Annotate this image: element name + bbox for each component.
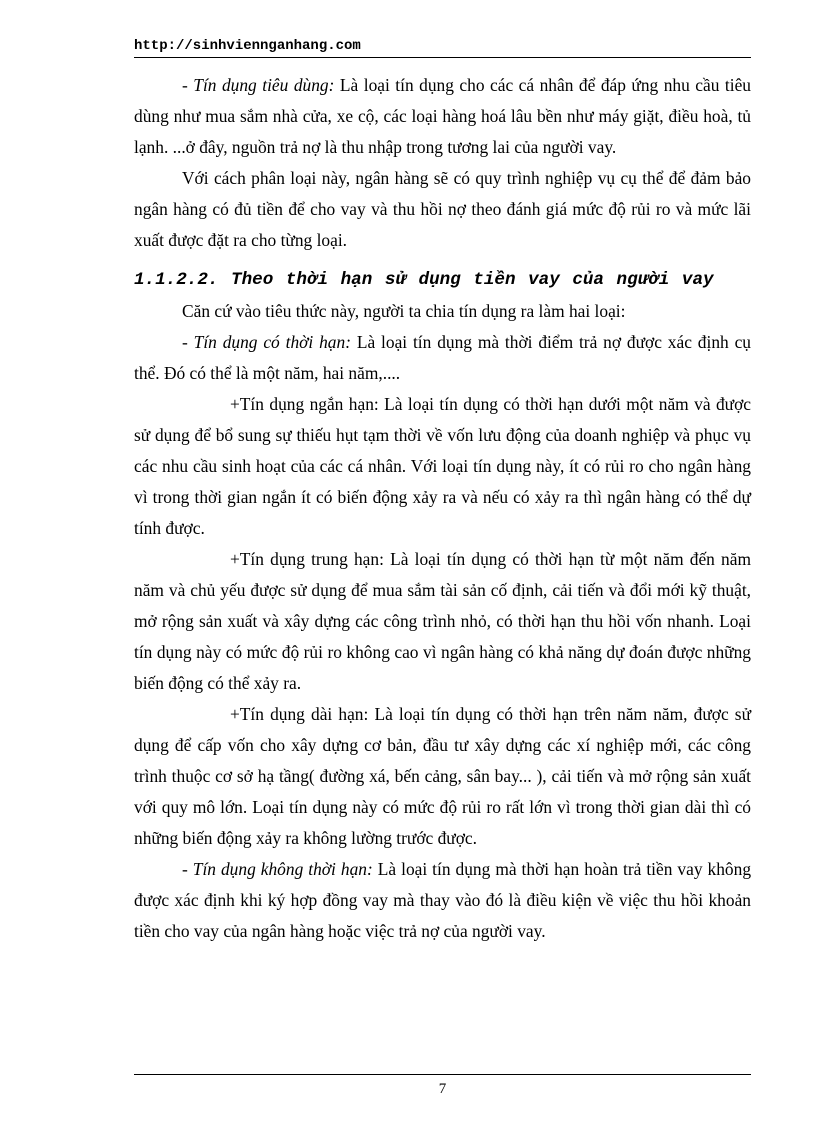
paragraph-text: Là loại tín dụng mà thời hạn hoàn trả tiền vay không được xác định khi ký hợp đồng vay mà thay vào đó là điều kiện về việc thu hồi khoản tiền cho vay của ngân hàng hoặc việc trả nợ của người vay. [134,859,752,941]
paragraph-classification-note: Với cách phân loại này, ngân hàng sẽ có quy trình nghiệp vụ cụ thể để đảm bảo ngân hàng có đủ tiền để cho vay và thu hồi nợ theo đánh giá mức độ rủi ro và mức lãi xuất được đặt ra cho từng loại. [134,168,751,250]
term-open-ended-credit: - Tín dụng không thời hạn: [182,859,373,879]
paragraph-medium-term: +Tín dụng trung hạn: Là loại tín dụng có thời hạn từ một năm đến năm năm và chủ yếu được sử dụng để mua sắm tài sản cố định, cải tiến và đổi mới kỹ thuật, mở rộng sản xuất và xây dựng các công trình nhỏ, có thời hạn thu hồi vốn nhanh. Loại tín dụng này có mức độ rủi ro không cao vì ngân hàng có khả năng dự đoán được những biến động có thể xảy ra. [134,549,751,693]
document-body [134,70,751,947]
page-number: 7 [438,1081,447,1097]
term-term-credit: - Tín dụng có thời hạn: [182,332,351,352]
paragraph-text: Là loại tín dụng cho các cá nhân để đáp ứng nhu cầu tiêu dùng như mua sắm nhà cửa, xe cộ, các loại hàng hoá lâu bền như máy giặt, điều hoà, tủ lạnh. ...ở đây, nguồn trả nợ là thu nhập trong tương lai của người vay. [134,75,752,157]
paragraph-consumer-credit [134,70,751,163]
paragraph-long-term: +Tín dụng dài hạn: Là loại tín dụng có thời hạn trên năm năm, được sử dụng để cấp vốn cho xây dựng cơ bản, đầu tư xây dựng các xí nghiệp mới, các công trình thuộc cơ sở hạ tầng( đường xá, bến cảng, sân bay... ), cải tiến và mở rộng sản xuất với quy mô lớn. Loại tín dụng này có mức độ rủi ro rất lớn vì trong thời gian dài thì có những biến động xảy ra không lường trước được. [134,704,751,848]
header-url: http://sinhviennganhang.com [134,38,361,54]
paragraph-short-term: +Tín dụng ngắn hạn: Là loại tín dụng có thời hạn dưới một năm và được sử dụng để bổ sung sự thiếu hụt tạm thời về vốn lưu động của doanh nghiệp và phục vụ các nhu cầu sinh hoạt của các cá nhân. Với loại tín dụng này, ít có rủi ro cho ngân hàng vì trong thời gian ngắn ít có biến động xảy ra và nếu có xảy ra thì ngân hàng có thể dự tính được. [134,394,751,538]
paragraph-open-ended [134,854,751,947]
paragraph-text: Là loại tín dụng mà thời điểm trả nợ được xác định cụ thể. Đó có thể là một năm, hai năm,.... [134,332,751,383]
paragraph-term-credit [134,327,751,389]
paragraph-intro: Căn cứ vào tiêu thức này, người ta chia tín dụng ra làm hai loại: [182,301,626,321]
header-divider [134,57,751,58]
footer-divider [134,1074,751,1075]
section-heading: 1.1.2.2. Theo thời hạn sử dụng tiền vay của người vay [134,270,714,290]
term-consumer-credit: - Tín dụng tiêu dùng: [182,75,335,95]
